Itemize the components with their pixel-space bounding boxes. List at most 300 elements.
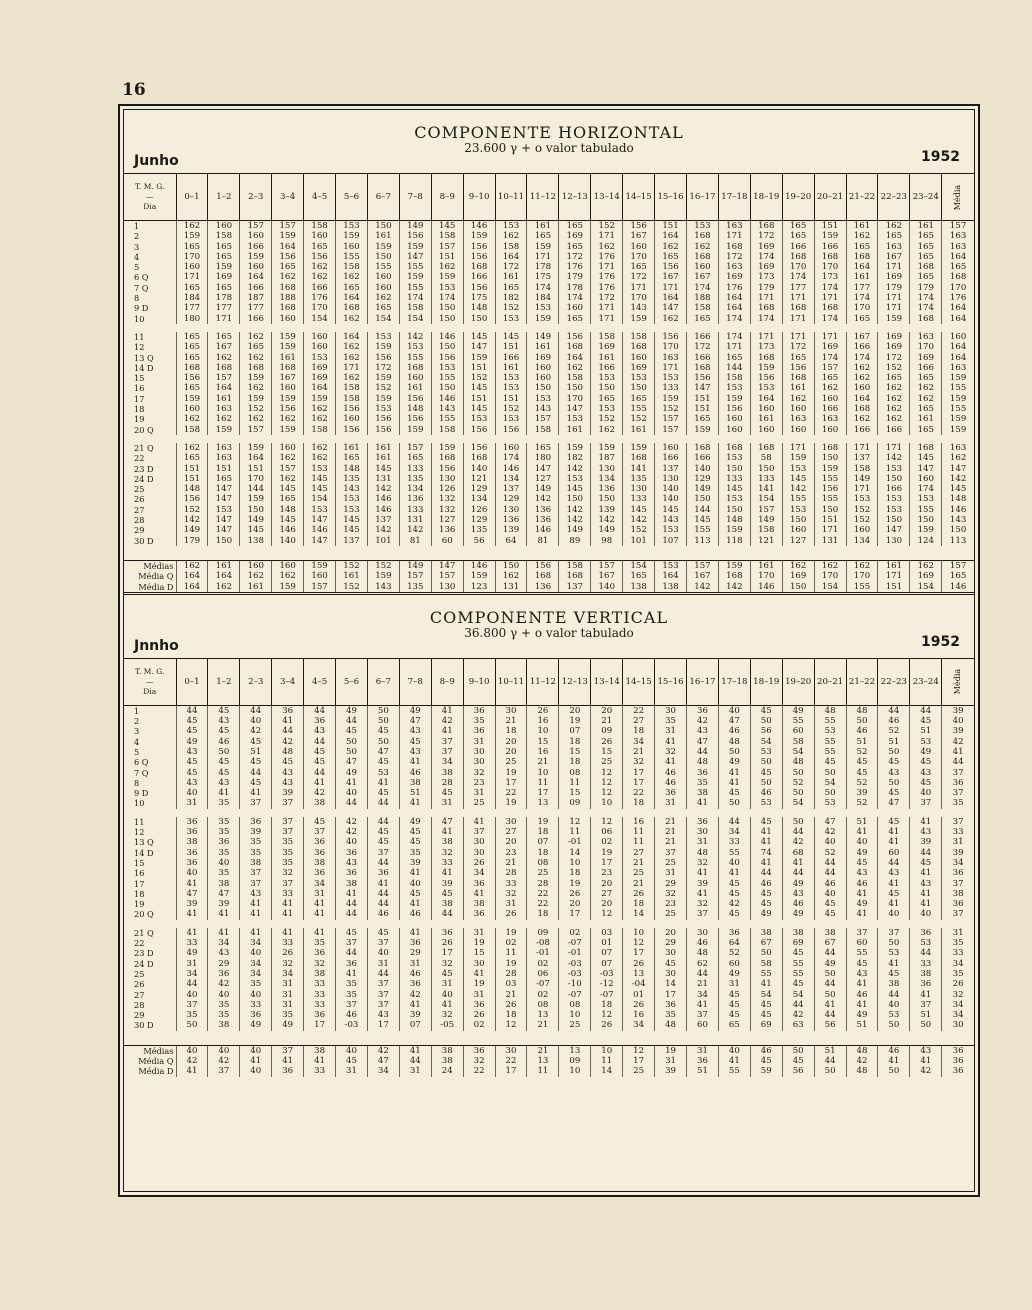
value-cell: 53 — [910, 938, 942, 948]
value-cell: 159 — [623, 443, 655, 453]
value-cell: 150 — [431, 314, 463, 324]
summary-value: 56 — [782, 1066, 814, 1076]
value-cell: 13 — [527, 1010, 559, 1020]
value-cell: 21 — [655, 827, 687, 837]
value-cell: 34 — [304, 879, 336, 889]
value-cell: 162 — [591, 242, 623, 252]
value-cell: 81 — [399, 536, 431, 546]
value-cell: 50 — [782, 817, 814, 827]
value-cell: 44 — [814, 1010, 846, 1020]
value-cell: 168 — [814, 443, 846, 453]
value-cell: 26 — [591, 737, 623, 747]
value-cell: 142 — [942, 474, 974, 484]
value-cell: 44 — [304, 768, 336, 778]
corner-line2: — — [146, 192, 154, 201]
value-cell: 162 — [176, 221, 208, 232]
summary-value: 42 — [910, 1066, 942, 1076]
value-cell: 166 — [846, 342, 878, 352]
day-label: 15 — [134, 373, 145, 384]
value-cell: 45 — [750, 817, 782, 827]
column-header — [910, 659, 942, 706]
value-cell: 41 — [846, 909, 878, 919]
value-cell: 41 — [304, 899, 336, 909]
summary-value: 160 — [240, 560, 272, 571]
value-cell: 40 — [208, 990, 240, 1000]
value-cell: 178 — [208, 293, 240, 303]
value-cell: 46 — [782, 899, 814, 909]
value-cell: 19 — [495, 768, 527, 778]
value-cell: 165 — [336, 453, 368, 463]
value-cell: 17 — [623, 948, 655, 958]
value-cell: 29 — [655, 938, 687, 948]
value-cell: 18 — [495, 1010, 527, 1020]
value-cell: 35 — [942, 969, 974, 979]
column-header — [367, 659, 399, 706]
value-cell: 03 — [495, 979, 527, 989]
value-cell: 42 — [718, 899, 750, 909]
value-cell: 50 — [878, 778, 910, 788]
value-cell: 37 — [272, 827, 304, 837]
value-cell: 159 — [399, 272, 431, 282]
value-cell: 40 — [910, 788, 942, 798]
value-cell: 18 — [623, 798, 655, 808]
value-cell: 161 — [208, 394, 240, 404]
day-row — [124, 726, 974, 736]
day-label: 20 Q — [134, 909, 154, 920]
value-cell: 34 — [208, 938, 240, 948]
value-cell: 145 — [336, 515, 368, 525]
summary-value: 162 — [240, 571, 272, 581]
value-cell: 152 — [495, 303, 527, 313]
value-cell: 44 — [336, 716, 368, 726]
value-cell: 171 — [750, 332, 782, 342]
value-cell: 32 — [655, 889, 687, 899]
value-cell: 44 — [336, 909, 368, 919]
value-cell: 152 — [367, 383, 399, 393]
value-cell: 44 — [176, 979, 208, 989]
summary-value: 140 — [591, 582, 623, 592]
column-header — [655, 659, 687, 706]
column-header — [431, 659, 463, 706]
value-cell: 35 — [208, 1000, 240, 1010]
value-cell: 158 — [399, 303, 431, 313]
value-cell: 130 — [655, 474, 687, 484]
value-cell: 156 — [655, 332, 687, 342]
value-cell: 38 — [208, 879, 240, 889]
value-cell: 172 — [878, 353, 910, 363]
value-cell: 37 — [942, 879, 974, 889]
column-header-label: Média — [953, 184, 963, 210]
column-header — [463, 659, 495, 706]
value-cell: 135 — [336, 474, 368, 484]
value-cell: 41 — [272, 928, 304, 938]
value-cell: 162 — [240, 383, 272, 393]
day-label: 17 — [134, 393, 145, 404]
value-cell: 151 — [655, 221, 687, 232]
value-cell: 159 — [527, 242, 559, 252]
value-cell: 46 — [846, 990, 878, 1000]
summary-value: 165 — [623, 571, 655, 581]
value-cell: 171 — [814, 525, 846, 535]
value-cell: 160 — [750, 404, 782, 414]
value-cell: 168 — [687, 443, 719, 453]
column-header — [623, 659, 655, 706]
value-cell: 156 — [367, 353, 399, 363]
value-cell: 166 — [240, 283, 272, 293]
value-cell: 140 — [687, 464, 719, 474]
summary-value: 152 — [336, 582, 368, 592]
value-cell: 31 — [431, 979, 463, 989]
value-cell: 143 — [336, 484, 368, 494]
value-cell: 43 — [272, 768, 304, 778]
value-cell: 150 — [718, 505, 750, 515]
value-cell: 65 — [718, 1020, 750, 1030]
value-cell: 172 — [623, 272, 655, 282]
day-row — [124, 959, 974, 969]
value-cell: 15 — [591, 747, 623, 757]
summary-value: 31 — [687, 1045, 719, 1056]
column-header — [367, 174, 399, 221]
column-header — [655, 174, 687, 221]
value-cell: 147 — [559, 404, 591, 414]
value-cell: 147 — [687, 383, 719, 393]
summary-value: 138 — [623, 582, 655, 592]
value-cell: 38 — [176, 837, 208, 847]
value-cell: 168 — [814, 303, 846, 313]
value-cell: 45 — [718, 1000, 750, 1010]
day-row — [124, 332, 974, 342]
horizontal-subtitle: 23.600 γ + o valor tabulado — [464, 141, 634, 155]
value-cell: 41 — [304, 778, 336, 788]
summary-value: 41 — [718, 1056, 750, 1066]
value-cell: 40 — [240, 948, 272, 958]
value-cell: 45 — [336, 726, 368, 736]
value-cell: 39 — [240, 827, 272, 837]
day-label: 15 — [134, 857, 145, 868]
value-cell: 147 — [304, 536, 336, 546]
value-cell: 41 — [272, 716, 304, 726]
value-cell: 31 — [655, 798, 687, 808]
summary-value: 48 — [846, 1045, 878, 1056]
value-cell: 44 — [814, 858, 846, 868]
value-cell: 166 — [240, 314, 272, 324]
value-cell: 25 — [623, 868, 655, 878]
summary-value: 51 — [814, 1045, 846, 1056]
vertical-year: 1952 — [921, 633, 960, 650]
day-row — [124, 778, 974, 788]
day-label: 18 — [134, 888, 145, 899]
day-row — [124, 453, 974, 463]
value-cell: 32 — [687, 858, 719, 868]
column-header-label: 8–9 — [439, 192, 455, 202]
column-header — [304, 659, 336, 706]
day-row — [124, 505, 974, 515]
value-cell: 21 — [655, 837, 687, 847]
summary-value: 161 — [750, 560, 782, 571]
value-cell: 170 — [846, 303, 878, 313]
value-cell: 41 — [463, 969, 495, 979]
value-cell: 155 — [431, 373, 463, 383]
value-cell: 153 — [718, 453, 750, 463]
value-cell: 133 — [655, 383, 687, 393]
value-cell: 151 — [208, 464, 240, 474]
value-cell: 165 — [782, 353, 814, 363]
value-cell: 37 — [176, 1000, 208, 1010]
value-cell: 143 — [527, 404, 559, 414]
value-cell: 159 — [272, 332, 304, 342]
value-cell: 171 — [655, 283, 687, 293]
value-cell: 41 — [367, 778, 399, 788]
value-cell: 153 — [367, 404, 399, 414]
value-cell: 31 — [495, 899, 527, 909]
value-cell: 36 — [304, 848, 336, 858]
value-cell: 55 — [750, 969, 782, 979]
value-cell: 166 — [814, 242, 846, 252]
summary-value: 153 — [655, 560, 687, 571]
value-cell: 174 — [750, 314, 782, 324]
value-cell: 23 — [655, 899, 687, 909]
value-cell: 140 — [655, 484, 687, 494]
value-cell: 134 — [463, 494, 495, 504]
value-cell: 168 — [463, 453, 495, 463]
value-cell: 148 — [718, 515, 750, 525]
day-row — [124, 252, 974, 262]
value-cell: 44 — [687, 747, 719, 757]
value-cell: 164 — [942, 342, 974, 352]
value-cell: 18 — [559, 737, 591, 747]
value-cell: 40 — [878, 1000, 910, 1010]
day-label: 14 D — [134, 362, 154, 373]
value-cell: 173 — [750, 272, 782, 282]
value-cell: 133 — [399, 505, 431, 515]
value-cell: 160 — [718, 414, 750, 424]
summary-value: 164 — [208, 571, 240, 581]
value-cell: 45 — [431, 889, 463, 899]
column-header-label: 7–8 — [407, 676, 423, 687]
value-cell: 47 — [431, 817, 463, 827]
value-cell: 165 — [942, 262, 974, 272]
value-cell: 146 — [942, 505, 974, 515]
value-cell: 45 — [782, 979, 814, 989]
value-cell: 53 — [367, 768, 399, 778]
value-cell: 162 — [687, 242, 719, 252]
value-cell: 14 — [559, 848, 591, 858]
value-cell: 153 — [367, 332, 399, 342]
day-row — [124, 404, 974, 414]
value-cell: 35 — [336, 979, 368, 989]
value-cell: 153 — [559, 414, 591, 424]
summary-value: 50 — [878, 1066, 910, 1076]
value-cell: 168 — [272, 363, 304, 373]
summary-value: 11 — [527, 1066, 559, 1076]
value-cell: 45 — [176, 768, 208, 778]
value-cell: 20 — [559, 705, 591, 716]
summary-value: 36 — [272, 1066, 304, 1076]
value-cell: 47 — [399, 716, 431, 726]
summary-value: 38 — [431, 1045, 463, 1056]
value-cell: 127 — [782, 536, 814, 546]
value-cell: 37 — [942, 768, 974, 778]
value-cell: 33 — [304, 979, 336, 989]
value-cell: 156 — [559, 332, 591, 342]
summary-value: 164 — [655, 571, 687, 581]
value-cell: 164 — [240, 453, 272, 463]
value-cell: 166 — [782, 242, 814, 252]
value-cell: 107 — [655, 536, 687, 546]
value-cell: 12 — [559, 817, 591, 827]
value-cell: 145 — [463, 404, 495, 414]
value-cell: 165 — [910, 252, 942, 262]
day-row — [124, 899, 974, 909]
day-label: 21 Q — [134, 927, 154, 938]
value-cell: 147 — [399, 252, 431, 262]
value-cell: 27 — [623, 848, 655, 858]
value-cell: 32 — [431, 1010, 463, 1020]
value-cell: 36 — [655, 788, 687, 798]
value-cell: 44 — [782, 1000, 814, 1010]
value-cell: 41 — [208, 928, 240, 938]
value-cell: 30 — [687, 827, 719, 837]
value-cell: 45 — [431, 969, 463, 979]
value-cell: 25 — [655, 858, 687, 868]
day-row — [124, 737, 974, 747]
value-cell: 49 — [846, 1010, 878, 1020]
value-cell: -12 — [591, 979, 623, 989]
value-cell: 124 — [910, 536, 942, 546]
summary-value: 39 — [655, 1066, 687, 1076]
value-cell: 12 — [591, 909, 623, 919]
value-cell: 153 — [718, 494, 750, 504]
value-cell: 166 — [495, 353, 527, 363]
value-cell: -01 — [559, 948, 591, 958]
value-cell: 45 — [399, 889, 431, 899]
column-header-label: 19–20 — [785, 192, 812, 202]
value-cell: 171 — [814, 293, 846, 303]
day-label: 25 — [134, 484, 145, 495]
value-cell: 54 — [750, 990, 782, 1000]
value-cell: 36 — [272, 705, 304, 716]
value-cell: 36 — [463, 1000, 495, 1010]
value-cell: 37 — [240, 879, 272, 889]
column-header-label: 14–15 — [625, 192, 652, 202]
value-cell: 150 — [431, 383, 463, 393]
value-cell: 147 — [208, 484, 240, 494]
value-cell: 159 — [272, 342, 304, 352]
value-cell: 45 — [750, 1000, 782, 1010]
value-cell: 170 — [623, 252, 655, 262]
value-cell: 43 — [336, 858, 368, 868]
value-cell: 19 — [591, 848, 623, 858]
value-cell: 153 — [431, 283, 463, 293]
summary-value: 157 — [687, 560, 719, 571]
value-cell: 156 — [431, 464, 463, 474]
value-cell: 07 — [559, 726, 591, 736]
column-header-label: 14–15 — [625, 676, 652, 687]
gap-cell — [124, 324, 974, 332]
value-cell: 152 — [846, 515, 878, 525]
value-cell: 161 — [559, 425, 591, 435]
value-cell: 35 — [240, 848, 272, 858]
summary-value: 36 — [942, 1066, 974, 1076]
column-header — [176, 659, 208, 706]
value-cell: 165 — [176, 353, 208, 363]
value-cell: 134 — [591, 474, 623, 484]
summary-value: 41 — [272, 1056, 304, 1066]
value-cell: 162 — [304, 404, 336, 414]
day-row — [124, 889, 974, 899]
value-cell: 159 — [750, 363, 782, 373]
summary-label: Médias — [124, 1045, 176, 1056]
value-cell: 35 — [272, 848, 304, 858]
value-cell: 22 — [495, 788, 527, 798]
value-cell: 43 — [176, 747, 208, 757]
value-cell: 26 — [495, 909, 527, 919]
value-cell: 36 — [910, 979, 942, 989]
summary-value: 41 — [910, 1056, 942, 1066]
value-cell: 07 — [399, 1020, 431, 1030]
value-cell: 155 — [623, 404, 655, 414]
day-row — [124, 858, 974, 868]
column-header-label: 18–19 — [753, 192, 780, 202]
value-cell: 162 — [272, 474, 304, 484]
value-cell: 165 — [367, 303, 399, 313]
value-cell: 168 — [687, 363, 719, 373]
value-cell: 168 — [176, 363, 208, 373]
day-label: 1 — [134, 221, 140, 231]
day-row — [124, 425, 974, 435]
value-cell: 149 — [176, 525, 208, 535]
day-row — [124, 283, 974, 293]
value-cell: 30 — [942, 1020, 974, 1030]
summary-value: 151 — [878, 582, 910, 592]
value-cell: 45 — [399, 737, 431, 747]
value-cell: 20 — [591, 899, 623, 909]
value-cell: 02 — [591, 837, 623, 847]
day-label: 19 — [134, 414, 145, 425]
value-cell: 130 — [431, 474, 463, 484]
value-cell: 64 — [495, 536, 527, 546]
value-cell: 164 — [942, 252, 974, 262]
value-cell: 47 — [687, 737, 719, 747]
value-cell: 160 — [814, 425, 846, 435]
gap-cell — [124, 809, 974, 817]
value-cell: 171 — [878, 303, 910, 313]
gap-cell — [124, 435, 974, 443]
value-cell: 33 — [942, 948, 974, 958]
corner-line2: — — [146, 676, 154, 686]
value-cell: 89 — [559, 536, 591, 546]
value-cell: 160 — [272, 383, 304, 393]
column-header-label: Média — [953, 669, 963, 695]
value-cell: 142 — [399, 332, 431, 342]
value-cell: 165 — [910, 373, 942, 383]
page-number: 16 — [122, 80, 146, 100]
value-cell: 46 — [336, 1010, 368, 1020]
value-cell: 169 — [910, 353, 942, 363]
summary-value: 156 — [527, 560, 559, 571]
summary-value: 162 — [272, 571, 304, 581]
column-header-label: 3–4 — [280, 192, 296, 202]
value-cell: 49 — [718, 969, 750, 979]
summary-value: 160 — [304, 571, 336, 581]
value-cell: 187 — [240, 293, 272, 303]
value-cell: 41 — [782, 858, 814, 868]
column-header — [272, 174, 304, 221]
value-cell: 176 — [718, 283, 750, 293]
value-cell: 19 — [527, 817, 559, 827]
value-cell: 50 — [750, 948, 782, 958]
value-cell: 148 — [176, 484, 208, 494]
